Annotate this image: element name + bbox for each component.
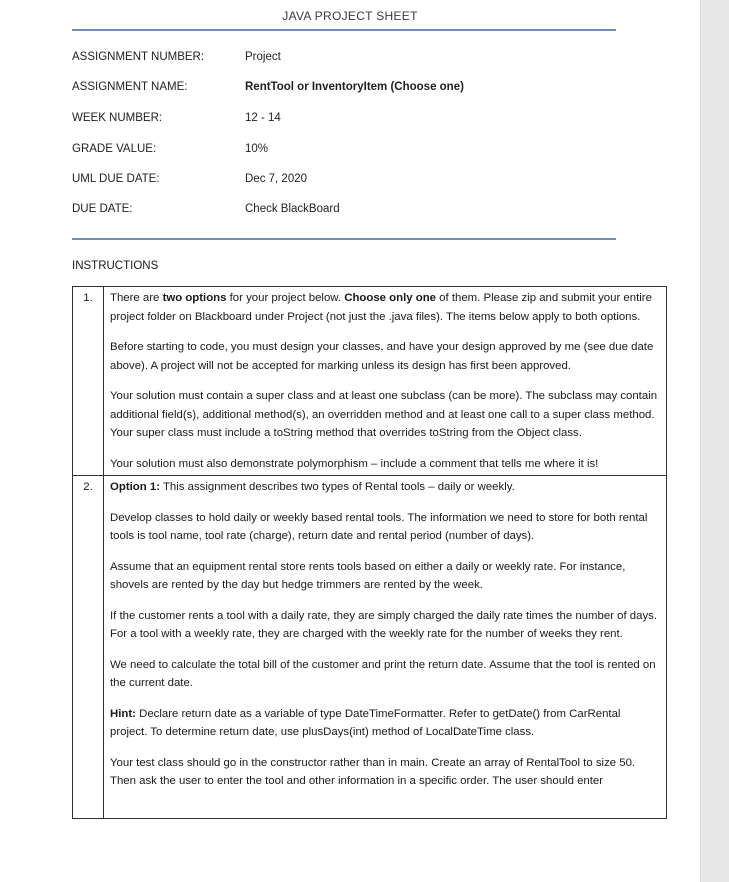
title-divider [72, 29, 616, 31]
meta-label: DUE DATE: [72, 203, 133, 215]
meta-value: Dec 7, 2020 [245, 173, 308, 185]
instruction-body [104, 287, 667, 476]
document-title: JAVA PROJECT SHEET [282, 9, 418, 23]
meta-value: RentTool or InventoryItem (Choose one) [245, 81, 464, 93]
instruction-paragraph: Before starting to code, you must design your classes, and have your design approved by me (see due date above). A project will not be accepted for marking unless its design has first been approved. [110, 341, 654, 372]
viewer-gutter [700, 0, 729, 882]
meta-value: 12 - 14 [245, 112, 281, 124]
meta-value: Project [245, 51, 281, 63]
instruction-number: 1. [73, 287, 104, 476]
instruction-paragraph: If the customer rents a tool with a daily rate, they are simply charged the daily rate times the number of days. For a tool with a weekly rate, they are charged with the weekly rate for the number of weeks they rent. [110, 609, 658, 640]
meta-label: ASSIGNMENT NUMBER: [72, 51, 205, 63]
meta-divider [72, 238, 616, 240]
instruction-paragraph: Assume that an equipment rental store rents tools based on either a daily or weekly rate. For instance, shovels are rented by the day but hedge trimmers are rented by the week. [110, 560, 626, 591]
instruction-number: 2. [73, 476, 104, 819]
instruction-row [73, 476, 667, 819]
meta-value: Check BlackBoard [245, 203, 340, 215]
instruction-paragraph: Your test class should go in the constructor rather than in main. Create an array of RentalTool to size 50. Then ask the user to enter the tool and other information in a specific order. The user should enter [110, 756, 636, 787]
instruction-paragraph: Your solution must contain a super class and at least one subclass (can be more). The subclass may contain additional field(s), additional method(s), an overridden method and at least one call to a super class method. Your super class must include a toString method that overrides toString from the Object class. [110, 390, 658, 439]
instructions-table [72, 286, 667, 819]
instruction-paragraph: Develop classes to hold daily or weekly based rental tools. The information we need to store for both rental tools is tool name, tool rate (charge), return date and rental period (number of days). [110, 511, 648, 542]
meta-label: GRADE VALUE: [72, 143, 157, 155]
meta-label: UML DUE DATE: [72, 173, 160, 185]
instruction-body [104, 476, 667, 819]
meta-label: ASSIGNMENT NAME: [72, 81, 188, 93]
instruction-paragraph: Your solution must also demonstrate polymorphism – include a comment that tells me where it is! [110, 457, 599, 470]
instruction-paragraph: Hint: Declare return date as a variable of type DateTimeFormatter. Refer to getDate() from CarRental project. To determine return date, use plusDays(int) method of LocalDateTime class. [110, 707, 621, 738]
instruction-paragraph: There are two options for your project below. Choose only one of them. Please zip and submit your entire project folder on Blackboard under Project (not just the .java files). The items below apply to both options. [110, 292, 652, 323]
instruction-paragraph: We need to calculate the total bill of the customer and print the return date. Assume that the tool is rented on the current date. [110, 658, 656, 689]
meta-label: WEEK NUMBER: [72, 112, 163, 124]
meta-value: 10% [245, 143, 269, 155]
instruction-row [73, 287, 667, 476]
instructions-heading: INSTRUCTIONS [72, 260, 159, 272]
instruction-paragraph: Option 1: This assignment describes two types of Rental tools – daily or weekly. [110, 481, 515, 493]
